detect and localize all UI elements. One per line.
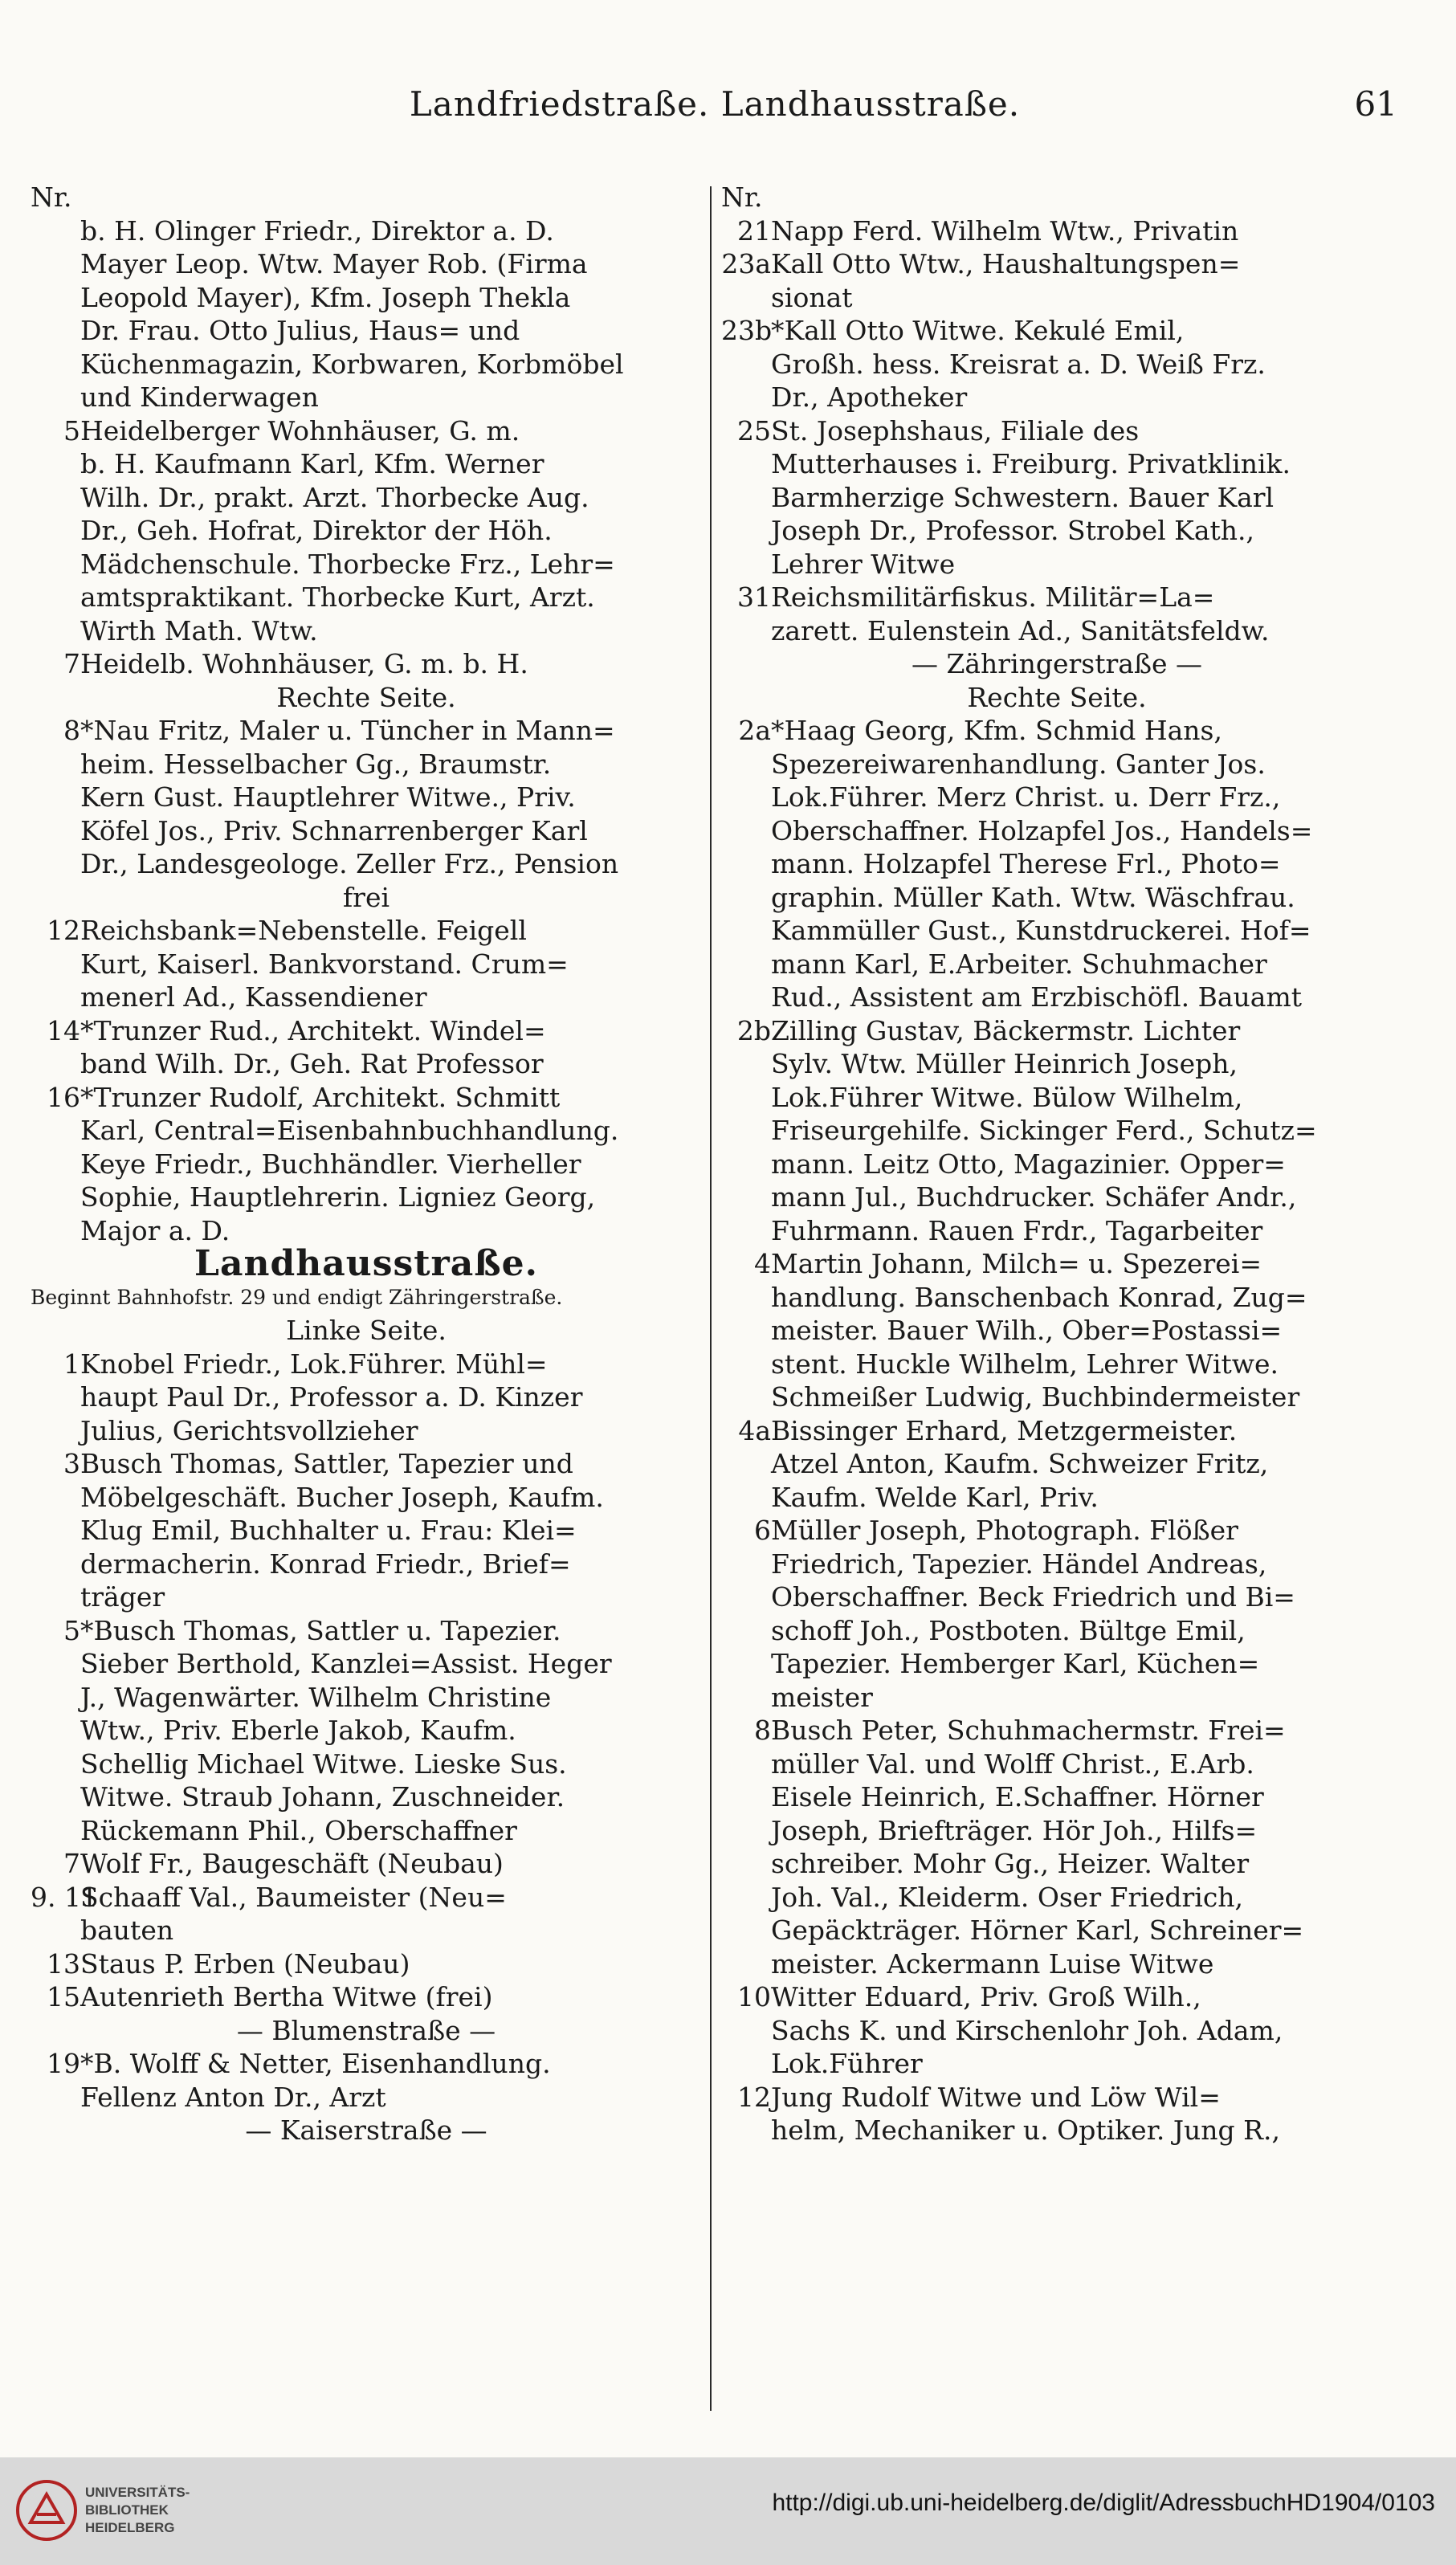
line-text: Eisele Heinrich, E.Schaffner. Hörner — [771, 1781, 1264, 1813]
directory-line — [721, 247, 1393, 281]
directory-line — [721, 1148, 1393, 1181]
line-text: Lehrer Witwe — [771, 548, 956, 580]
line-text: Schellig Michael Witwe. Lieske Sus. — [80, 1747, 567, 1780]
line-text: Staus P. Erben (Neubau) — [80, 1947, 410, 1980]
directory-line — [31, 514, 702, 548]
line-text: *B. Wolff & Netter, Eisenhandlung. — [80, 2048, 551, 2079]
directory-line — [721, 1247, 1393, 1281]
line-text: und Kinderwagen — [80, 381, 319, 413]
directory-line — [721, 1014, 1393, 1048]
line-text: — Zähringerstraße — — [911, 648, 1203, 679]
line-text: Nr. — [721, 181, 763, 213]
line-text: sionat — [771, 281, 853, 313]
line-text: Heidelb. Wohnhäuser, G. m. b. H. — [80, 648, 528, 679]
directory-line — [31, 1947, 702, 1981]
directory-line — [721, 548, 1393, 581]
line-text: Friedrich, Tapezier. Händel Andreas, — [771, 1548, 1267, 1580]
directory-line — [721, 1348, 1393, 1381]
line-text: Friseurgehilfe. Sickinger Ferd., Schutz= — [771, 1115, 1317, 1146]
directory-line — [721, 414, 1393, 448]
directory-line — [31, 847, 702, 881]
directory-line — [721, 581, 1393, 614]
directory-line — [721, 1647, 1393, 1681]
directory-line — [31, 1047, 702, 1081]
directory-line — [31, 647, 702, 681]
page-number: 61 — [1354, 84, 1397, 124]
directory-line — [31, 1780, 702, 1814]
house-number: 14 — [47, 1014, 80, 1046]
house-number: 15 — [47, 1981, 80, 2012]
directory-line — [31, 447, 702, 481]
directory-line — [721, 714, 1393, 748]
house-number: 2a — [738, 715, 771, 746]
line-text: heim. Hesselbacher Gg., Braumstr. — [80, 748, 552, 780]
line-text: b. H. Kaufmann Karl, Kfm. Werner — [80, 448, 544, 479]
directory-line — [721, 1747, 1393, 1781]
line-text: Schaaff Val., Baumeister (Neu= — [80, 1881, 507, 1913]
line-text: *Nau Fritz, Maler u. Tüncher in Mann= — [80, 715, 615, 746]
line-text: Sophie, Hauptlehrerin. Ligniez Georg, — [80, 1181, 596, 1213]
line-text: meister — [771, 1681, 873, 1713]
line-text: Beginnt Bahnhofstr. 29 und endigt Zähringerstraße. — [31, 1285, 563, 1309]
line-text: haupt Paul Dr., Professor a. D. Kinzer — [80, 1381, 583, 1413]
directory-line — [721, 1081, 1393, 1115]
line-text: Kurt, Kaiserl. Bankvorstand. Crum= — [80, 948, 569, 980]
house-number: 12 — [737, 2081, 771, 2113]
house-number: 1 — [63, 1348, 80, 1380]
directory-line — [721, 847, 1393, 881]
line-text: St. Josephshaus, Filiale des — [771, 414, 1140, 447]
directory-line — [31, 1214, 702, 1248]
house-number: 16 — [47, 1081, 80, 1113]
line-text: Nr. — [31, 181, 72, 213]
house-number: 25 — [737, 414, 771, 447]
line-text: Dr., Apotheker — [771, 381, 968, 413]
line-text: amtspraktikant. Thorbecke Kurt, Arzt. — [80, 581, 595, 613]
directory-line — [31, 714, 702, 748]
directory-line — [721, 914, 1393, 948]
directory-line — [31, 1014, 702, 1048]
directory-line — [31, 614, 702, 648]
street-description — [31, 1281, 702, 1315]
house-number: 3 — [63, 1448, 80, 1479]
line-text: träger — [80, 1581, 165, 1613]
house-number: 8 — [754, 1715, 771, 1746]
directory-line — [31, 381, 702, 414]
line-text: Barmherzige Schwestern. Bauer Karl — [771, 481, 1275, 513]
directory-line — [721, 1814, 1393, 1848]
directory-line — [31, 1814, 702, 1848]
line-text: Rechte Seite. — [967, 681, 1147, 713]
section-label — [31, 681, 702, 715]
house-number: 7 — [63, 648, 80, 679]
house-number: 23b — [721, 315, 773, 346]
line-text: Joseph Dr., Professor. Strobel Kath., — [771, 515, 1254, 546]
directory-line — [721, 1514, 1393, 1548]
house-number: 2b — [736, 1014, 771, 1046]
line-text: menerl Ad., Kassendiener — [80, 981, 427, 1013]
line-text: Sachs K. und Kirschenlohr Joh. Adam, — [771, 2014, 1283, 2046]
directory-line — [31, 1747, 702, 1781]
directory-line — [721, 1780, 1393, 1814]
line-text: Busch Peter, Schuhmachermstr. Frei= — [771, 1715, 1286, 1746]
directory-line — [31, 2047, 702, 2081]
directory-line — [31, 1580, 702, 1614]
line-text: Oberschaffner. Beck Friedrich und Bi= — [771, 1581, 1295, 1613]
running-title: Landfriedstraße. Landhausstraße. — [409, 84, 1021, 124]
section-label — [31, 2114, 702, 2147]
line-text: Sieber Berthold, Kanzlei=Assist. Heger — [80, 1648, 612, 1679]
line-text: Julius, Gerichtsvollzieher — [80, 1414, 418, 1446]
directory-line — [31, 1548, 702, 1581]
directory-line — [721, 348, 1393, 381]
directory-line — [721, 1447, 1393, 1481]
directory-line — [721, 1181, 1393, 1214]
line-text: *Haag Georg, Kfm. Schmid Hans, — [771, 715, 1222, 746]
line-text: dermacherin. Konrad Friedr., Brief= — [80, 1548, 571, 1580]
house-number: 23a — [721, 248, 771, 279]
line-text: Sylv. Wtw. Müller Heinrich Joseph, — [771, 1048, 1238, 1079]
directory-line — [31, 748, 702, 781]
right-column — [721, 181, 1393, 2147]
directory-line — [31, 1980, 702, 2014]
directory-line — [721, 1548, 1393, 1581]
directory-line — [721, 447, 1393, 481]
directory-line — [721, 2014, 1393, 2048]
directory-line — [31, 181, 702, 214]
line-text: stent. Huckle Wilhelm, Lehrer Witwe. — [771, 1348, 1279, 1380]
house-number: 8 — [63, 715, 80, 746]
line-text: meister. Bauer Wilh., Ober=Postassi= — [771, 1315, 1283, 1346]
line-text: graphin. Müller Kath. Wtw. Wäschfrau. — [771, 881, 1295, 913]
line-text: handlung. Banschenbach Konrad, Zug= — [771, 1281, 1307, 1313]
house-number: 31 — [737, 581, 771, 613]
line-text: Köfel Jos., Priv. Schnarrenberger Karl — [80, 814, 588, 846]
house-number: 4 — [754, 1248, 771, 1279]
line-text: Rud., Assistent am Erzbischöfl. Bauamt — [771, 981, 1302, 1013]
line-text: *Busch Thomas, Sattler u. Tapezier. — [80, 1614, 561, 1646]
line-text: Autenrieth Bertha Witwe (frei) — [80, 1981, 493, 2012]
directory-line — [31, 414, 702, 448]
line-text: J., Wagenwärter. Wilhelm Christine — [80, 1681, 552, 1713]
directory-line — [31, 348, 702, 381]
line-text: *Kall Otto Witwe. Kekulé Emil, — [771, 315, 1185, 346]
directory-line — [721, 314, 1393, 348]
directory-line — [31, 1114, 702, 1148]
library-seal-icon — [14, 2478, 79, 2543]
line-text: Küchenmagazin, Korbwaren, Korbmöbel — [80, 348, 624, 380]
directory-line — [721, 1681, 1393, 1715]
directory-line — [31, 481, 702, 515]
directory-line — [31, 1447, 702, 1481]
directory-line — [721, 281, 1393, 315]
line-text: Gepäckträger. Hörner Karl, Schreiner= — [771, 1915, 1304, 1946]
house-number: 5 — [63, 1614, 80, 1646]
line-text: Mutterhauses i. Freiburg. Privatklinik. — [771, 448, 1291, 479]
directory-line — [721, 2081, 1393, 2114]
section-label — [31, 2014, 702, 2048]
directory-line — [721, 781, 1393, 814]
directory-line — [721, 2114, 1393, 2147]
line-text: b. H. Olinger Friedr., Direktor a. D. — [80, 214, 554, 247]
line-text: frei — [342, 881, 390, 913]
section-label — [721, 647, 1393, 681]
line-text: Napp Ferd. Wilhelm Wtw., Privatin — [771, 214, 1239, 247]
directory-line — [721, 381, 1393, 414]
line-text: — Blumenstraße — — [236, 2014, 496, 2046]
line-text: band Wilh. Dr., Geh. Rat Professor — [80, 1048, 544, 1079]
line-text: meister. Ackermann Luise Witwe — [771, 1947, 1214, 1980]
footer-bar — [0, 2457, 1456, 2565]
line-text: Dr., Landesgeologe. Zeller Frz., Pension — [80, 848, 619, 879]
directory-line — [721, 1614, 1393, 1648]
line-text: Linke Seite. — [286, 1315, 447, 1346]
directory-line — [721, 614, 1393, 648]
directory-line — [721, 1847, 1393, 1881]
line-text: schoff Joh., Postboten. Bültge Emil, — [771, 1614, 1246, 1646]
line-text: — Kaiserstraße — — [245, 2114, 487, 2146]
line-text: Joh. Val., Kleiderm. Oser Friedrich, — [771, 1881, 1244, 1913]
directory-line — [31, 1847, 702, 1881]
line-text: Jung Rudolf Witwe und Löw Wil= — [771, 2081, 1221, 2113]
line-text: müller Val. und Wolff Christ., E.Arb. — [771, 1747, 1254, 1780]
directory-line — [31, 914, 702, 948]
line-text: Oberschaffner. Holzapfel Jos., Handels= — [771, 814, 1313, 846]
line-text: schreiber. Mohr Gg., Heizer. Walter — [771, 1848, 1250, 1879]
directory-line — [31, 314, 702, 348]
line-text: Wtw., Priv. Eberle Jakob, Kaufm. — [80, 1715, 516, 1746]
directory-line — [721, 814, 1393, 848]
house-number: 13 — [47, 1947, 80, 1980]
directory-line — [31, 1414, 702, 1448]
logo-line-2: BIBLIOTHEK — [85, 2502, 169, 2518]
line-text: Wilh. Dr., prakt. Arzt. Thorbecke Aug. — [80, 481, 589, 513]
line-text: helm, Mechaniker u. Optiker. Jung R., — [771, 2114, 1280, 2146]
line-text: bauten — [80, 1915, 174, 1946]
line-text: Reichsbank=Nebenstelle. Feigell — [80, 915, 527, 946]
line-text: *Trunzer Rud., Architekt. Windel= — [80, 1014, 546, 1046]
line-text: Schmeißer Ludwig, Buchbindermeister — [771, 1381, 1300, 1413]
line-text: mann. Holzapfel Therese Frl., Photo= — [771, 848, 1281, 879]
line-text: Zilling Gustav, Bäckermstr. Lichter — [771, 1014, 1241, 1046]
library-logo[interactable] — [14, 2472, 207, 2551]
section-label — [721, 681, 1393, 715]
line-text: Wirth Math. Wtw. — [80, 614, 318, 646]
directory-line — [31, 281, 702, 315]
directory-line — [31, 1081, 702, 1115]
directory-line — [721, 1481, 1393, 1515]
line-text: Keye Friedr., Buchhändler. Vierheller — [80, 1148, 581, 1180]
line-text: mann Karl, E.Arbeiter. Schuhmacher — [771, 948, 1267, 980]
line-text: Rückemann Phil., Oberschaffner — [80, 1814, 517, 1846]
directory-line — [31, 1714, 702, 1747]
directory-line — [31, 814, 702, 848]
directory-line — [721, 1980, 1393, 2014]
directory-line — [721, 1281, 1393, 1315]
directory-line — [31, 2081, 702, 2114]
line-text: Major a. D. — [80, 1214, 230, 1246]
directory-line — [721, 1047, 1393, 1081]
line-text: Busch Thomas, Sattler, Tapezier und — [80, 1448, 573, 1479]
line-text: Kall Otto Wtw., Haushaltungspen= — [771, 248, 1241, 279]
house-number: 19 — [47, 2048, 80, 2079]
directory-line — [721, 1114, 1393, 1148]
line-text: Klug Emil, Buchhalter u. Frau: Klei= — [80, 1515, 577, 1546]
line-text: Joseph, Briefträger. Hör Joh., Hilfs= — [771, 1814, 1258, 1846]
line-text: Mädchenschule. Thorbecke Frz., Lehr= — [80, 548, 615, 580]
directory-line — [721, 1714, 1393, 1747]
line-text: Lok.Führer — [771, 2048, 923, 2079]
line-text: mann. Leitz Otto, Magazinier. Opper= — [771, 1148, 1286, 1180]
line-text: Mayer Leop. Wtw. Mayer Rob. (Firma — [80, 248, 588, 279]
house-number: 7 — [63, 1848, 80, 1879]
directory-line — [721, 881, 1393, 915]
directory-line — [721, 214, 1393, 248]
section-label — [31, 1314, 702, 1348]
line-text: Karl, Central=Eisenbahnbuchhandlung. — [80, 1115, 619, 1146]
directory-line — [31, 1380, 702, 1414]
directory-line — [31, 1181, 702, 1214]
line-text: mann Jul., Buchdrucker. Schäfer Andr., — [771, 1181, 1297, 1213]
directory-line — [721, 748, 1393, 781]
street-heading — [31, 1247, 702, 1281]
directory-line — [721, 1214, 1393, 1248]
line-text: Kammüller Gust., Kunstdruckerei. Hof= — [771, 915, 1311, 946]
line-text: Witter Eduard, Priv. Groß Wilh., — [771, 1981, 1201, 2012]
directory-line — [31, 1681, 702, 1715]
line-text: Landhausstraße. — [194, 1247, 538, 1281]
line-text: Dr. Frau. Otto Julius, Haus= und — [80, 315, 520, 346]
line-text: Witwe. Straub Johann, Zuschneider. — [80, 1781, 565, 1813]
house-number: 10 — [737, 1981, 771, 2012]
logo-line-3: HEIDELBERG — [85, 2520, 175, 2535]
line-text: Kern Gust. Hauptlehrer Witwe., Priv. — [80, 781, 576, 813]
directory-line — [31, 1348, 702, 1381]
line-text: Leopold Mayer), Kfm. Joseph Thekla — [80, 281, 571, 313]
line-text: Müller Joseph, Photograph. Flößer — [771, 1515, 1238, 1546]
house-number: 5 — [63, 414, 80, 447]
line-text: Lok.Führer Witwe. Bülow Wilhelm, — [771, 1081, 1243, 1113]
line-text: *Trunzer Rudolf, Architekt. Schmitt — [80, 1081, 561, 1113]
directory-line — [31, 1881, 702, 1915]
house-number: 21 — [737, 214, 771, 247]
directory-line — [31, 548, 702, 581]
line-text: Reichsmilitärfiskus. Militär=La= — [771, 581, 1215, 613]
left-column — [31, 181, 702, 2147]
directory-line — [31, 1647, 702, 1681]
line-text: Kaufm. Welde Karl, Priv. — [771, 1481, 1099, 1513]
line-text: Lok.Führer. Merz Christ. u. Derr Frz., — [771, 781, 1281, 813]
directory-line — [31, 1614, 702, 1648]
line-text: Bissinger Erhard, Metzgermeister. — [771, 1414, 1238, 1446]
directory-line — [31, 214, 702, 248]
directory-line — [721, 948, 1393, 981]
house-number: 6 — [754, 1515, 771, 1546]
directory-line — [31, 1481, 702, 1515]
directory-line — [721, 1947, 1393, 1981]
house-number: 4a — [738, 1414, 771, 1446]
line-text: Fuhrmann. Rauen Frdr., Tagarbeiter — [771, 1214, 1263, 1246]
line-text: Heidelberger Wohnhäuser, G. m. — [80, 414, 520, 447]
column-divider — [710, 186, 712, 2411]
directory-line — [31, 1914, 702, 1947]
directory-line — [31, 1148, 702, 1181]
line-text: Fellenz Anton Dr., Arzt — [80, 2081, 386, 2113]
line-text: zarett. Eulenstein Ad., Sanitätsfeldw. — [771, 614, 1270, 646]
directory-line — [721, 1314, 1393, 1348]
directory-line — [31, 1514, 702, 1548]
line-text: Rechte Seite. — [276, 681, 456, 713]
directory-line — [721, 1380, 1393, 1414]
line-text: Großh. hess. Kreisrat a. D. Weiß Frz. — [771, 348, 1266, 380]
section-label — [31, 881, 702, 915]
directory-line — [721, 1580, 1393, 1614]
directory-line — [31, 781, 702, 814]
line-text: Atzel Anton, Kaufm. Schweizer Fritz, — [771, 1448, 1269, 1479]
line-text: Wolf Fr., Baugeschäft (Neubau) — [80, 1848, 504, 1879]
directory-line — [721, 981, 1393, 1014]
directory-line — [31, 581, 702, 614]
line-text: Martin Johann, Milch= u. Spezerei= — [771, 1248, 1262, 1279]
line-text: Möbelgeschäft. Bucher Joseph, Kaufm. — [80, 1481, 604, 1513]
directory-line — [721, 514, 1393, 548]
page-header — [32, 84, 1397, 141]
directory-line — [31, 981, 702, 1014]
directory-line — [721, 1914, 1393, 1947]
source-url-link[interactable]: http://digi.ub.uni-heidelberg.de/diglit/AdressbuchHD1904/0103 — [772, 2490, 1435, 2516]
directory-line — [721, 1414, 1393, 1448]
directory-line — [31, 948, 702, 981]
directory-line — [721, 481, 1393, 515]
directory-line — [721, 1881, 1393, 1915]
house-number: 9. 11 — [31, 1881, 98, 1913]
line-text: Dr., Geh. Hofrat, Direktor der Höh. — [80, 515, 553, 546]
line-text: Knobel Friedr., Lok.Führer. Mühl= — [80, 1348, 548, 1380]
directory-line — [721, 181, 1393, 214]
house-number: 12 — [47, 915, 80, 946]
directory-line — [721, 2047, 1393, 2081]
directory-line — [31, 247, 702, 281]
logo-line-1: UNIVERSITÄTS- — [85, 2485, 190, 2500]
line-text: Tapezier. Hemberger Karl, Küchen= — [771, 1648, 1260, 1679]
line-text: Spezereiwarenhandlung. Ganter Jos. — [771, 748, 1266, 780]
